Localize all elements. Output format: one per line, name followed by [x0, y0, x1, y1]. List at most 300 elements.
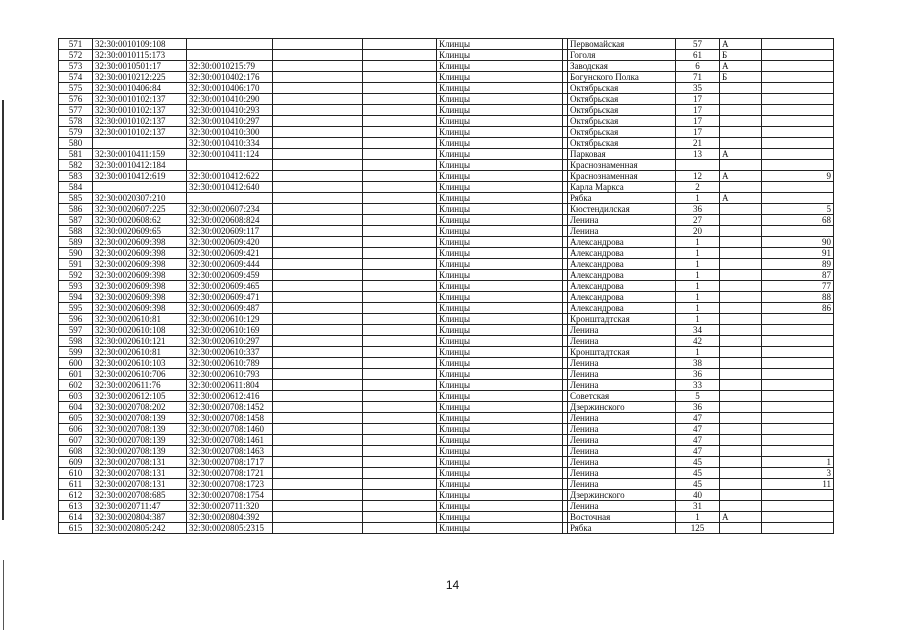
apartment-cell [762, 336, 834, 347]
cadastral-number-land-cell: 32:30:0020609:398 [93, 237, 187, 248]
street-cell: Ленина [568, 215, 676, 226]
table-row [59, 369, 834, 380]
city-cell: Клинцы [437, 490, 563, 501]
house-number-cell: 1 [676, 512, 720, 523]
cadastral-number-building-cell: 32:30:0010410:300 [187, 127, 273, 138]
field-3-cell [273, 226, 363, 237]
street-cell: Карла Маркса [568, 182, 676, 193]
city-cell: Клинцы [437, 116, 563, 127]
city-cell: Клинцы [437, 215, 563, 226]
city-cell: Клинцы [437, 391, 563, 402]
cadastral-number-land-cell: 32:30:0020708:131 [93, 457, 187, 468]
table-row [59, 39, 834, 50]
city-cell: Клинцы [437, 160, 563, 171]
field-3-cell [273, 127, 363, 138]
table-row [59, 347, 834, 358]
apartment-cell [762, 512, 834, 523]
house-number-cell: 17 [676, 116, 720, 127]
apartment-cell [762, 193, 834, 204]
street-cell: Рябка [568, 523, 676, 534]
cadastral-number-building-cell: 32:30:0020607:234 [187, 204, 273, 215]
house-number-cell: 47 [676, 435, 720, 446]
cadastral-number-land-cell: 32:30:0020805:242 [93, 523, 187, 534]
field-3-cell [273, 105, 363, 116]
street-cell: Ленина [568, 435, 676, 446]
cadastral-number-land-cell: 32:30:0020708:131 [93, 468, 187, 479]
field-3-cell [273, 457, 363, 468]
cadastral-number-building-cell: 32:30:0010402:176 [187, 72, 273, 83]
field-3-cell [273, 303, 363, 314]
street-cell: Октябрьская [568, 138, 676, 149]
table-row [59, 127, 834, 138]
apartment-cell [762, 523, 834, 534]
field-4-cell [363, 435, 437, 446]
field-4-cell [363, 83, 437, 94]
cadastral-number-building-cell: 32:30:0010410:297 [187, 116, 273, 127]
house-number-cell: 31 [676, 501, 720, 512]
table-row [59, 72, 834, 83]
row-number-cell: 585 [59, 193, 93, 204]
apartment-cell: 90 [762, 237, 834, 248]
field-3-cell [273, 193, 363, 204]
cadastral-number-building-cell [187, 50, 273, 61]
house-letter-cell [720, 490, 762, 501]
city-cell: Клинцы [437, 193, 563, 204]
cadastral-number-building-cell: 32:30:0020609:117 [187, 226, 273, 237]
field-3-cell [273, 424, 363, 435]
cadastral-number-building-cell [187, 39, 273, 50]
house-number-cell: 36 [676, 204, 720, 215]
table-row [59, 523, 834, 534]
city-cell: Клинцы [437, 512, 563, 523]
row-number-cell: 609 [59, 457, 93, 468]
row-number-cell: 610 [59, 468, 93, 479]
house-number-cell: 1 [676, 347, 720, 358]
field-3-cell [273, 160, 363, 171]
cadastral-number-building-cell: 32:30:0020708:1721 [187, 468, 273, 479]
street-cell: Кронштадтская [568, 347, 676, 358]
cadastral-number-land-cell: 32:30:0020708:685 [93, 490, 187, 501]
apartment-cell [762, 127, 834, 138]
street-cell: Ленина [568, 380, 676, 391]
field-4-cell [363, 391, 437, 402]
city-cell: Клинцы [437, 336, 563, 347]
cadastral-number-building-cell: 32:30:0020708:1461 [187, 435, 273, 446]
street-cell: Александрова [568, 237, 676, 248]
field-3-cell [273, 347, 363, 358]
cadastral-number-building-cell: 32:30:0020610:297 [187, 336, 273, 347]
street-cell: Ленина [568, 226, 676, 237]
house-number-cell: 125 [676, 523, 720, 534]
table-row [59, 248, 834, 259]
street-cell: Дзержинского [568, 402, 676, 413]
city-cell: Клинцы [437, 204, 563, 215]
row-number-cell: 580 [59, 138, 93, 149]
table-row [59, 281, 834, 292]
cadastral-number-land-cell: 32:30:0020610:706 [93, 369, 187, 380]
field-3-cell [273, 204, 363, 215]
row-number-cell: 602 [59, 380, 93, 391]
house-number-cell: 1 [676, 259, 720, 270]
cadastral-number-building-cell: 32:30:0020708:1463 [187, 446, 273, 457]
table-row [59, 270, 834, 281]
street-cell: Октябрьская [568, 105, 676, 116]
cadastral-number-building-cell: 32:30:0010411:124 [187, 149, 273, 160]
city-cell: Клинцы [437, 72, 563, 83]
row-number-cell: 605 [59, 413, 93, 424]
field-3-cell [273, 138, 363, 149]
house-number-cell: 17 [676, 127, 720, 138]
house-letter-cell [720, 127, 762, 138]
apartment-cell: 68 [762, 215, 834, 226]
cadastral-number-land-cell: 32:30:0020610:81 [93, 347, 187, 358]
cadastral-number-building-cell: 32:30:0020708:1452 [187, 402, 273, 413]
table-row [59, 391, 834, 402]
house-number-cell: 34 [676, 325, 720, 336]
field-3-cell [273, 314, 363, 325]
house-letter-cell [720, 160, 762, 171]
cadastral-number-land-cell: 32:30:0010212:225 [93, 72, 187, 83]
row-number-cell: 595 [59, 303, 93, 314]
cadastral-number-land-cell: 32:30:0020708:202 [93, 402, 187, 413]
field-3-cell [273, 369, 363, 380]
cadastral-number-building-cell: 32:30:0010410:290 [187, 94, 273, 105]
house-number-cell: 45 [676, 479, 720, 490]
house-number-cell: 57 [676, 39, 720, 50]
table-row [59, 215, 834, 226]
table-row [59, 457, 834, 468]
city-cell: Клинцы [437, 281, 563, 292]
house-letter-cell [720, 358, 762, 369]
cadastral-number-land-cell: 32:30:0020611:76 [93, 380, 187, 391]
street-cell: Октябрьская [568, 127, 676, 138]
table-row [59, 479, 834, 490]
field-4-cell [363, 39, 437, 50]
apartment-cell [762, 314, 834, 325]
house-letter-cell [720, 226, 762, 237]
city-cell: Клинцы [437, 435, 563, 446]
cadastral-number-building-cell: 32:30:0020610:129 [187, 314, 273, 325]
house-letter-cell [720, 424, 762, 435]
field-4-cell [363, 380, 437, 391]
cadastral-number-building-cell: 32:30:0020708:1723 [187, 479, 273, 490]
street-cell: Ленина [568, 501, 676, 512]
field-3-cell [273, 413, 363, 424]
house-letter-cell [720, 391, 762, 402]
street-cell: Краснознаменная [568, 160, 676, 171]
city-cell: Клинцы [437, 105, 563, 116]
field-3-cell [273, 171, 363, 182]
table-row [59, 193, 834, 204]
field-4-cell [363, 215, 437, 226]
cadastral-number-land-cell: 32:30:0010109:108 [93, 39, 187, 50]
apartment-cell [762, 369, 834, 380]
field-4-cell [363, 204, 437, 215]
house-number-cell: 13 [676, 149, 720, 160]
row-number-cell: 571 [59, 39, 93, 50]
field-3-cell [273, 72, 363, 83]
house-number-cell: 47 [676, 413, 720, 424]
street-cell: Ленина [568, 424, 676, 435]
cadastral-number-land-cell: 32:30:0010102:137 [93, 94, 187, 105]
city-cell: Клинцы [437, 369, 563, 380]
cadastral-number-building-cell: 32:30:0020609:487 [187, 303, 273, 314]
apartment-cell: 9 [762, 171, 834, 182]
cadastral-number-building-cell: 32:30:0010410:334 [187, 138, 273, 149]
table-row [59, 435, 834, 446]
house-number-cell: 61 [676, 50, 720, 61]
city-cell: Клинцы [437, 94, 563, 105]
house-letter-cell [720, 446, 762, 457]
apartment-cell [762, 402, 834, 413]
field-4-cell [363, 94, 437, 105]
apartment-cell [762, 182, 834, 193]
city-cell: Клинцы [437, 182, 563, 193]
city-cell: Клинцы [437, 501, 563, 512]
street-cell: Первомайская [568, 39, 676, 50]
field-3-cell [273, 402, 363, 413]
cadastral-number-land-cell: 32:30:0010102:137 [93, 105, 187, 116]
cadastral-number-building-cell: 32:30:0020609:465 [187, 281, 273, 292]
house-letter-cell: А [720, 171, 762, 182]
cadastral-number-land-cell: 32:30:0020608:62 [93, 215, 187, 226]
apartment-cell [762, 501, 834, 512]
house-letter-cell: А [720, 512, 762, 523]
table-row [59, 61, 834, 72]
field-4-cell [363, 402, 437, 413]
row-number-cell: 600 [59, 358, 93, 369]
cadastral-table [58, 38, 834, 534]
cadastral-number-building-cell: 32:30:0020610:337 [187, 347, 273, 358]
apartment-cell [762, 39, 834, 50]
house-number-cell: 17 [676, 105, 720, 116]
table-row [59, 325, 834, 336]
row-number-cell: 579 [59, 127, 93, 138]
house-letter-cell [720, 94, 762, 105]
field-4-cell [363, 127, 437, 138]
house-number-cell: 17 [676, 94, 720, 105]
row-number-cell: 591 [59, 259, 93, 270]
cadastral-number-land-cell [93, 138, 187, 149]
house-letter-cell [720, 435, 762, 446]
row-number-cell: 576 [59, 94, 93, 105]
cadastral-number-land-cell: 32:30:0010115:173 [93, 50, 187, 61]
row-number-cell: 594 [59, 292, 93, 303]
field-4-cell [363, 457, 437, 468]
field-4-cell [363, 182, 437, 193]
city-cell: Клинцы [437, 248, 563, 259]
cadastral-number-land-cell: 32:30:0020610:81 [93, 314, 187, 325]
cadastral-number-building-cell: 32:30:0020711:320 [187, 501, 273, 512]
field-4-cell [363, 347, 437, 358]
table-row [59, 149, 834, 160]
table-row [59, 336, 834, 347]
house-number-cell: 36 [676, 369, 720, 380]
apartment-cell [762, 72, 834, 83]
apartment-cell [762, 138, 834, 149]
house-number-cell: 42 [676, 336, 720, 347]
street-cell: Александрова [568, 259, 676, 270]
row-number-cell: 601 [59, 369, 93, 380]
city-cell: Клинцы [437, 171, 563, 182]
field-4-cell [363, 303, 437, 314]
apartment-cell [762, 424, 834, 435]
house-number-cell: 27 [676, 215, 720, 226]
table-row [59, 380, 834, 391]
street-cell: Александрова [568, 281, 676, 292]
street-cell: Заводская [568, 61, 676, 72]
table-row [59, 490, 834, 501]
house-letter-cell [720, 402, 762, 413]
row-number-cell: 597 [59, 325, 93, 336]
house-number-cell: 1 [676, 248, 720, 259]
field-3-cell [273, 490, 363, 501]
field-4-cell [363, 237, 437, 248]
row-number-cell: 584 [59, 182, 93, 193]
field-3-cell [273, 237, 363, 248]
table-row [59, 402, 834, 413]
field-3-cell [273, 380, 363, 391]
field-4-cell [363, 479, 437, 490]
cadastral-number-building-cell: 32:30:0020610:789 [187, 358, 273, 369]
house-number-cell: 1 [676, 292, 720, 303]
house-letter-cell [720, 314, 762, 325]
field-4-cell [363, 61, 437, 72]
field-3-cell [273, 281, 363, 292]
row-number-cell: 592 [59, 270, 93, 281]
row-number-cell: 589 [59, 237, 93, 248]
cadastral-number-land-cell: 32:30:0020609:65 [93, 226, 187, 237]
cadastral-number-land-cell: 32:30:0020610:121 [93, 336, 187, 347]
apartment-cell [762, 149, 834, 160]
cadastral-number-land-cell: 32:30:0010412:184 [93, 160, 187, 171]
city-cell: Клинцы [437, 226, 563, 237]
city-cell: Клинцы [437, 127, 563, 138]
apartment-cell: 91 [762, 248, 834, 259]
field-3-cell [273, 182, 363, 193]
table-row [59, 314, 834, 325]
field-4-cell [363, 413, 437, 424]
apartment-cell: 87 [762, 270, 834, 281]
street-cell: Ленина [568, 358, 676, 369]
row-number-cell: 603 [59, 391, 93, 402]
field-4-cell [363, 369, 437, 380]
city-cell: Клинцы [437, 402, 563, 413]
table-row [59, 204, 834, 215]
cadastral-number-building-cell: 32:30:0010412:640 [187, 182, 273, 193]
field-4-cell [363, 336, 437, 347]
street-cell: Кюстендилская [568, 204, 676, 215]
apartment-cell: 88 [762, 292, 834, 303]
row-number-cell: 573 [59, 61, 93, 72]
house-number-cell: 2 [676, 182, 720, 193]
apartment-cell [762, 391, 834, 402]
house-letter-cell [720, 182, 762, 193]
field-3-cell [273, 259, 363, 270]
row-number-cell: 596 [59, 314, 93, 325]
city-cell: Клинцы [437, 138, 563, 149]
street-cell: Богунского Полка [568, 72, 676, 83]
street-cell: Ленина [568, 325, 676, 336]
row-number-cell: 575 [59, 83, 93, 94]
house-number-cell: 20 [676, 226, 720, 237]
row-number-cell: 588 [59, 226, 93, 237]
apartment-cell: 1 [762, 457, 834, 468]
table-row [59, 116, 834, 127]
row-number-cell: 593 [59, 281, 93, 292]
street-cell: Ленина [568, 336, 676, 347]
field-4-cell [363, 446, 437, 457]
row-number-cell: 599 [59, 347, 93, 358]
cadastral-number-land-cell: 32:30:0020610:103 [93, 358, 187, 369]
street-cell: Александрова [568, 292, 676, 303]
cadastral-number-land-cell: 32:30:0010406:84 [93, 83, 187, 94]
house-number-cell: 1 [676, 303, 720, 314]
row-number-cell: 611 [59, 479, 93, 490]
scan-edge-mark [3, 560, 4, 630]
table-row [59, 171, 834, 182]
house-letter-cell [720, 248, 762, 259]
cadastral-number-land-cell: 32:30:0020711:47 [93, 501, 187, 512]
field-4-cell [363, 226, 437, 237]
apartment-cell [762, 325, 834, 336]
cadastral-number-building-cell: 32:30:0020609:471 [187, 292, 273, 303]
table-row [59, 83, 834, 94]
city-cell: Клинцы [437, 325, 563, 336]
city-cell: Клинцы [437, 479, 563, 490]
apartment-cell [762, 490, 834, 501]
city-cell: Клинцы [437, 149, 563, 160]
apartment-cell [762, 380, 834, 391]
apartment-cell [762, 50, 834, 61]
cadastral-number-land-cell: 32:30:0020609:398 [93, 303, 187, 314]
table-body [59, 39, 834, 534]
field-4-cell [363, 248, 437, 259]
city-cell: Клинцы [437, 457, 563, 468]
city-cell: Клинцы [437, 270, 563, 281]
street-cell: Октябрьская [568, 116, 676, 127]
cadastral-number-land-cell: 32:30:0020804:387 [93, 512, 187, 523]
table-row [59, 303, 834, 314]
cadastral-number-land-cell: 32:30:0020708:131 [93, 479, 187, 490]
field-4-cell [363, 501, 437, 512]
house-letter-cell [720, 270, 762, 281]
house-letter-cell [720, 105, 762, 116]
apartment-cell: 11 [762, 479, 834, 490]
row-number-cell: 613 [59, 501, 93, 512]
house-letter-cell [720, 479, 762, 490]
house-letter-cell [720, 138, 762, 149]
house-number-cell [676, 160, 720, 171]
table-row [59, 413, 834, 424]
city-cell: Клинцы [437, 446, 563, 457]
field-4-cell [363, 270, 437, 281]
table-row [59, 446, 834, 457]
cadastral-number-building-cell: 32:30:0010406:170 [187, 83, 273, 94]
house-letter-cell [720, 413, 762, 424]
apartment-cell [762, 94, 834, 105]
field-3-cell [273, 336, 363, 347]
apartment-cell [762, 347, 834, 358]
house-number-cell: 21 [676, 138, 720, 149]
house-number-cell: 1 [676, 237, 720, 248]
cadastral-number-building-cell: 32:30:0020708:1717 [187, 457, 273, 468]
row-number-cell: 598 [59, 336, 93, 347]
row-number-cell: 586 [59, 204, 93, 215]
row-number-cell: 587 [59, 215, 93, 226]
house-letter-cell [720, 501, 762, 512]
field-4-cell [363, 523, 437, 534]
